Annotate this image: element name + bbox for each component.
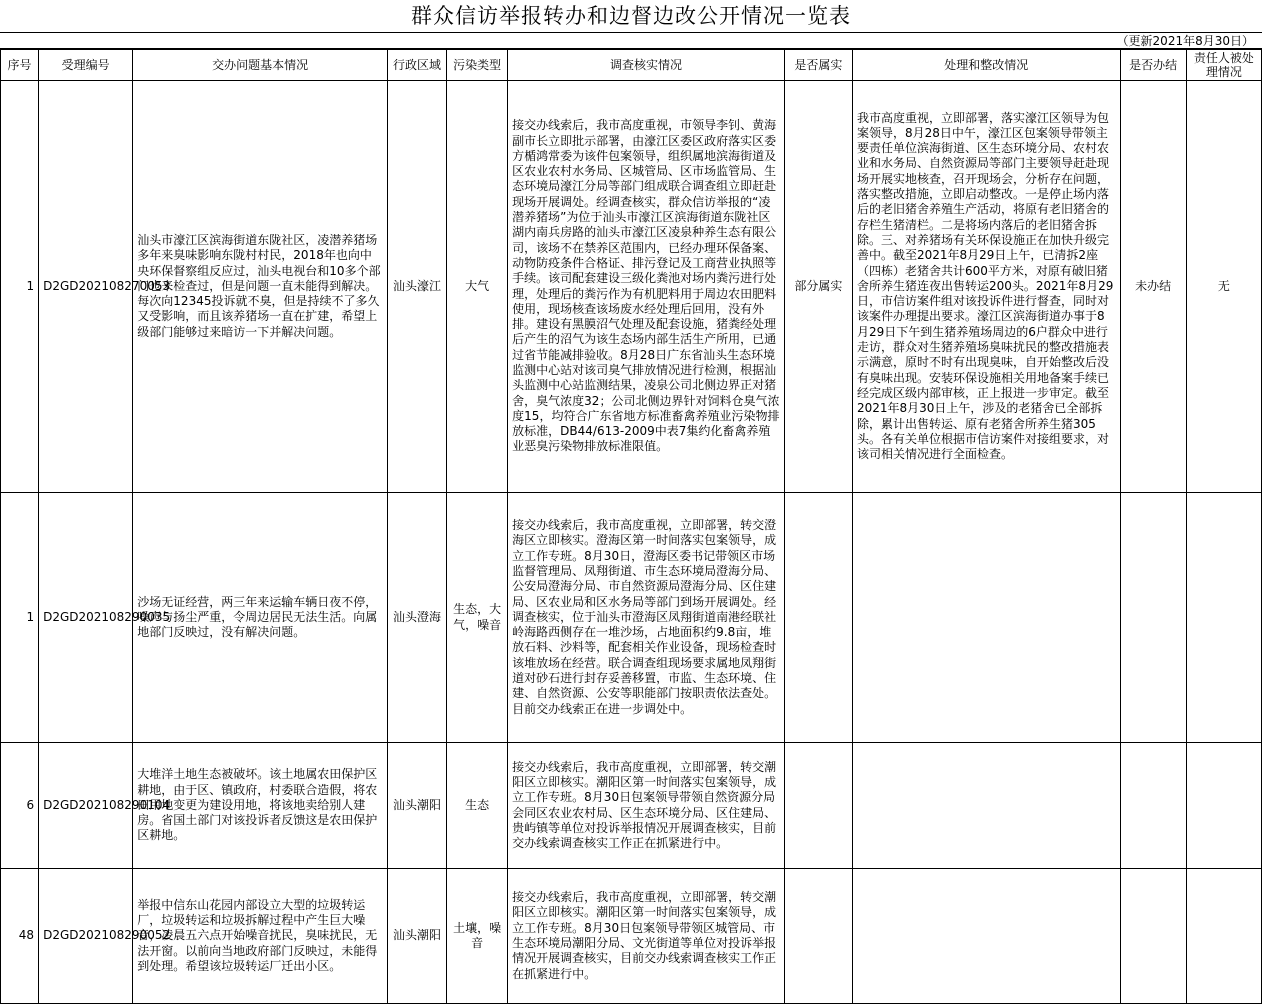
- cell-area: 汕头澄海: [387, 493, 446, 743]
- table-row: [1, 743, 1262, 869]
- cell-investigation: 接交办线索后，我市高度重视，市领导李钊、黄海副市长立即批示部署，由濠江区委区政府落实区委方楯鸿常委为该件包案领导，组织属地滨海街道及区农业农村水务局、区城管局、区市场监管局、生态环境局濠江分局等部门组成联合调查组立即赶赴现场开展调处。经调查核实，群众信访举报的“凌潜养猪场”为位于汕头市濠江区滨海街道东陇社区湖内南兵房路的汕头市濠江区凌泉种养生态有限公司，该场不在禁养区范围内，已经办理环保备案、动物防疫条件合格证、排污登记及工商营业执照等手续。该司配套建设三级化粪池对场内粪污进行处理，处理后的粪污作为有机肥料用于周边农田肥料使用，现场核查该场废水经处理后回用，没有外排。建设有黑膜沼气处理及配套设施，猪粪经处理后产生的沼气为该生态场内部生活生产所用，已通过省节能减排验收。8月28日广东省汕头生态环境监测中心站对该司臭气排放情况进行检测，根据汕头监测中心站监测结果，凌泉公司北侧边界正对猪舍，臭气浓度32；公司北侧边界针对饲料仓臭气浓度15，均符合广东省地方标准畜禽养殖业污染物排放标准，DB44/613-2009中表7集约化畜禽养殖业恶臭污染物排放标准限值。: [508, 81, 785, 493]
- page-title: 群众信访举报转办和边督边改公开情况一览表: [0, 0, 1262, 33]
- cell-responsible: [1186, 493, 1261, 743]
- header-handling: 处理和整改情况: [852, 50, 1120, 81]
- cell-desc: 沙场无证经营，两三年来运输车辆日夜不停，噪声与扬尘严重，令周边居民无法生活。向属地部门反映过，没有解决问题。: [133, 493, 388, 743]
- cell-type: 大气: [447, 81, 508, 493]
- cell-responsible: [1186, 869, 1261, 1004]
- update-note: （更新2021年8月30日）: [0, 33, 1262, 49]
- cell-id: D2GD202108290035: [39, 493, 133, 743]
- header-seq: 序号: [1, 50, 39, 81]
- cell-seq: 6: [1, 743, 39, 869]
- cell-investigation: 接交办线索后，我市高度重视，立即部署，转交潮阳区立即核实。潮阳区第一时间落实包案领导，成立工作专班。8月30日包案领导带领区城管局、市生态环境局潮阳分局、文光街道等单位对投诉举报情况开展调查核实，目前交办线索调查核实工作正在抓紧进行中。: [508, 869, 785, 1004]
- cell-handling: [852, 743, 1120, 869]
- cell-seq: 1: [1, 493, 39, 743]
- cell-id: D2GD202108270053: [39, 81, 133, 493]
- complaint-table: [0, 49, 1262, 1004]
- cell-type: 生态: [447, 743, 508, 869]
- cell-id: D2GD202108290104: [39, 743, 133, 869]
- cell-responsible: 无: [1186, 81, 1261, 493]
- cell-investigation: 接交办线索后，我市高度重视，立即部署，转交潮阳区立即核实。潮阳区第一时间落实包案领导，成立工作专班。8月30日包案领导带领自然资源分局会同区农业农村局、区生态环境分局、区住建局、贵屿镇等单位对投诉举报情况开展调查核实，目前交办线索调查核实工作正在抓紧进行中。: [508, 743, 785, 869]
- cell-closed: [1120, 869, 1186, 1004]
- table-row: [1, 869, 1262, 1004]
- cell-area: 汕头潮阳: [387, 869, 446, 1004]
- table-row: [1, 81, 1262, 493]
- cell-type: 生态，大气，噪音: [447, 493, 508, 743]
- cell-handling: 我市高度重视，立即部署，落实濠江区领导为包案领导，8月28日中午，濠江区包案领导带领主要责任单位滨海街道、区生态环境分局、农村农业和水务局、自然资源局等部门主要领导赶赴现场开展实地核查，召开现场会，分析存在问题，落实整改措施，立即启动整改。一是停止场内落后的老旧猪舍养殖生产活动，将原有老旧猪舍的存栏生猪清栏。二是将场内落后的老旧猪舍拆除。三、对养猪场有关环保设施正在加快升级完善中。截至2021年8月29日上午，已清拆2座（四栋）老猪舍共计600平方米，对原有破旧猪舍所养生猪连夜出售转运200头。2021年8月29日，市信访案件组对该投诉件进行督查，同时对该案件办理提出要求。濠江区滨海街道办事于8月29日下午到生猪养殖场周边的6户群众中进行走访，群众对生猪养殖场臭味扰民的整改措施表示满意，原时不时有出现臭味，自开始整改后没有臭味出现。安装环保设施相关用地备案手续已经完成区级内部审核，正上报进一步审定。截至2021年8月30日上午，涉及的老猪舍已全部拆除，累计出售转运、原有老猪舍所养生猪305头。各有关单位根据市信访案件对接组要求，对该司相关情况进行全面检查。: [852, 81, 1120, 493]
- cell-closed: 未办结: [1120, 81, 1186, 493]
- cell-is-real: [784, 493, 852, 743]
- header-responsible: 责任人被处理情况: [1186, 50, 1261, 81]
- cell-seq: 48: [1, 869, 39, 1004]
- header-area: 行政区域: [387, 50, 446, 81]
- header-type: 污染类型: [447, 50, 508, 81]
- cell-desc: 汕头市濠江区滨海街道东陇社区，凌潜养猪场多年来臭味影响东陇村村民，2018年也向中央环保督察组反应过，汕头电视台和10多个部门也来检查过，但是问题一直未能得到解决。每次向12345投诉就不臭，但是持续不了多久又受影响，而且该养猪场一直在扩建，希望上级部门能够过来暗访一下并解决问题。: [133, 81, 388, 493]
- header-investigation: 调查核实情况: [508, 50, 785, 81]
- cell-id: D2GD202108290052: [39, 869, 133, 1004]
- header-id: 受理编号: [39, 50, 133, 81]
- cell-responsible: [1186, 743, 1261, 869]
- cell-closed: [1120, 743, 1186, 869]
- cell-is-real: [784, 743, 852, 869]
- cell-handling: [852, 869, 1120, 1004]
- cell-desc: 大堆洋土地生态被破坏。该土地属农田保护区耕地，由于区、镇政府，村委联合造假，将农田用地变更为建设用地，将该地卖给别人建房。省国土部门对该投诉者反馈这是农田保护区耕地。: [133, 743, 388, 869]
- cell-area: 汕头潮阳: [387, 743, 446, 869]
- header-desc: 交办问题基本情况: [133, 50, 388, 81]
- header-is-real: 是否属实: [784, 50, 852, 81]
- cell-closed: [1120, 493, 1186, 743]
- cell-is-real: [784, 869, 852, 1004]
- cell-is-real: 部分属实: [784, 81, 852, 493]
- header-closed: 是否办结: [1120, 50, 1186, 81]
- cell-area: 汕头濠江: [387, 81, 446, 493]
- header-row: [1, 50, 1262, 81]
- table-row: [1, 493, 1262, 743]
- cell-desc: 举报中信东山花园内部设立大型的垃圾转运厂，垃圾转运和垃圾拆解过程中产生巨大噪音，凌晨五六点开始噪音扰民，臭味扰民，无法开窗。以前向当地政府部门反映过，未能得到处理。希望该垃圾转运厂迁出小区。: [133, 869, 388, 1004]
- cell-investigation: 接交办线索后，我市高度重视，立即部署，转交澄海区立即核实。澄海区第一时间落实包案领导，成立工作专班。8月30日，澄海区委书记带领区市场监督管理局、凤翔街道、市生态环境局澄海分局、公安局澄海分局、市自然资源局澄海分局、区住建局、区农业局和区水务局等部门到场开展调处。经调查核实，位于汕头市澄海区凤翔街道南港经联社岭海路西侧存在一堆沙场，占地面积约9.8亩，堆放石料、沙料等，配套相关作业设备，现场检查时该堆放场在经营。联合调查组现场要求属地凤翔街道对砂石进行封存妥善移置，市监、生态环境、住建、自然资源、公安等职能部门按职责依法查处。目前交办线索正在进一步调处中。: [508, 493, 785, 743]
- cell-seq: 1: [1, 81, 39, 493]
- cell-type: 土壤，噪音: [447, 869, 508, 1004]
- cell-handling: [852, 493, 1120, 743]
